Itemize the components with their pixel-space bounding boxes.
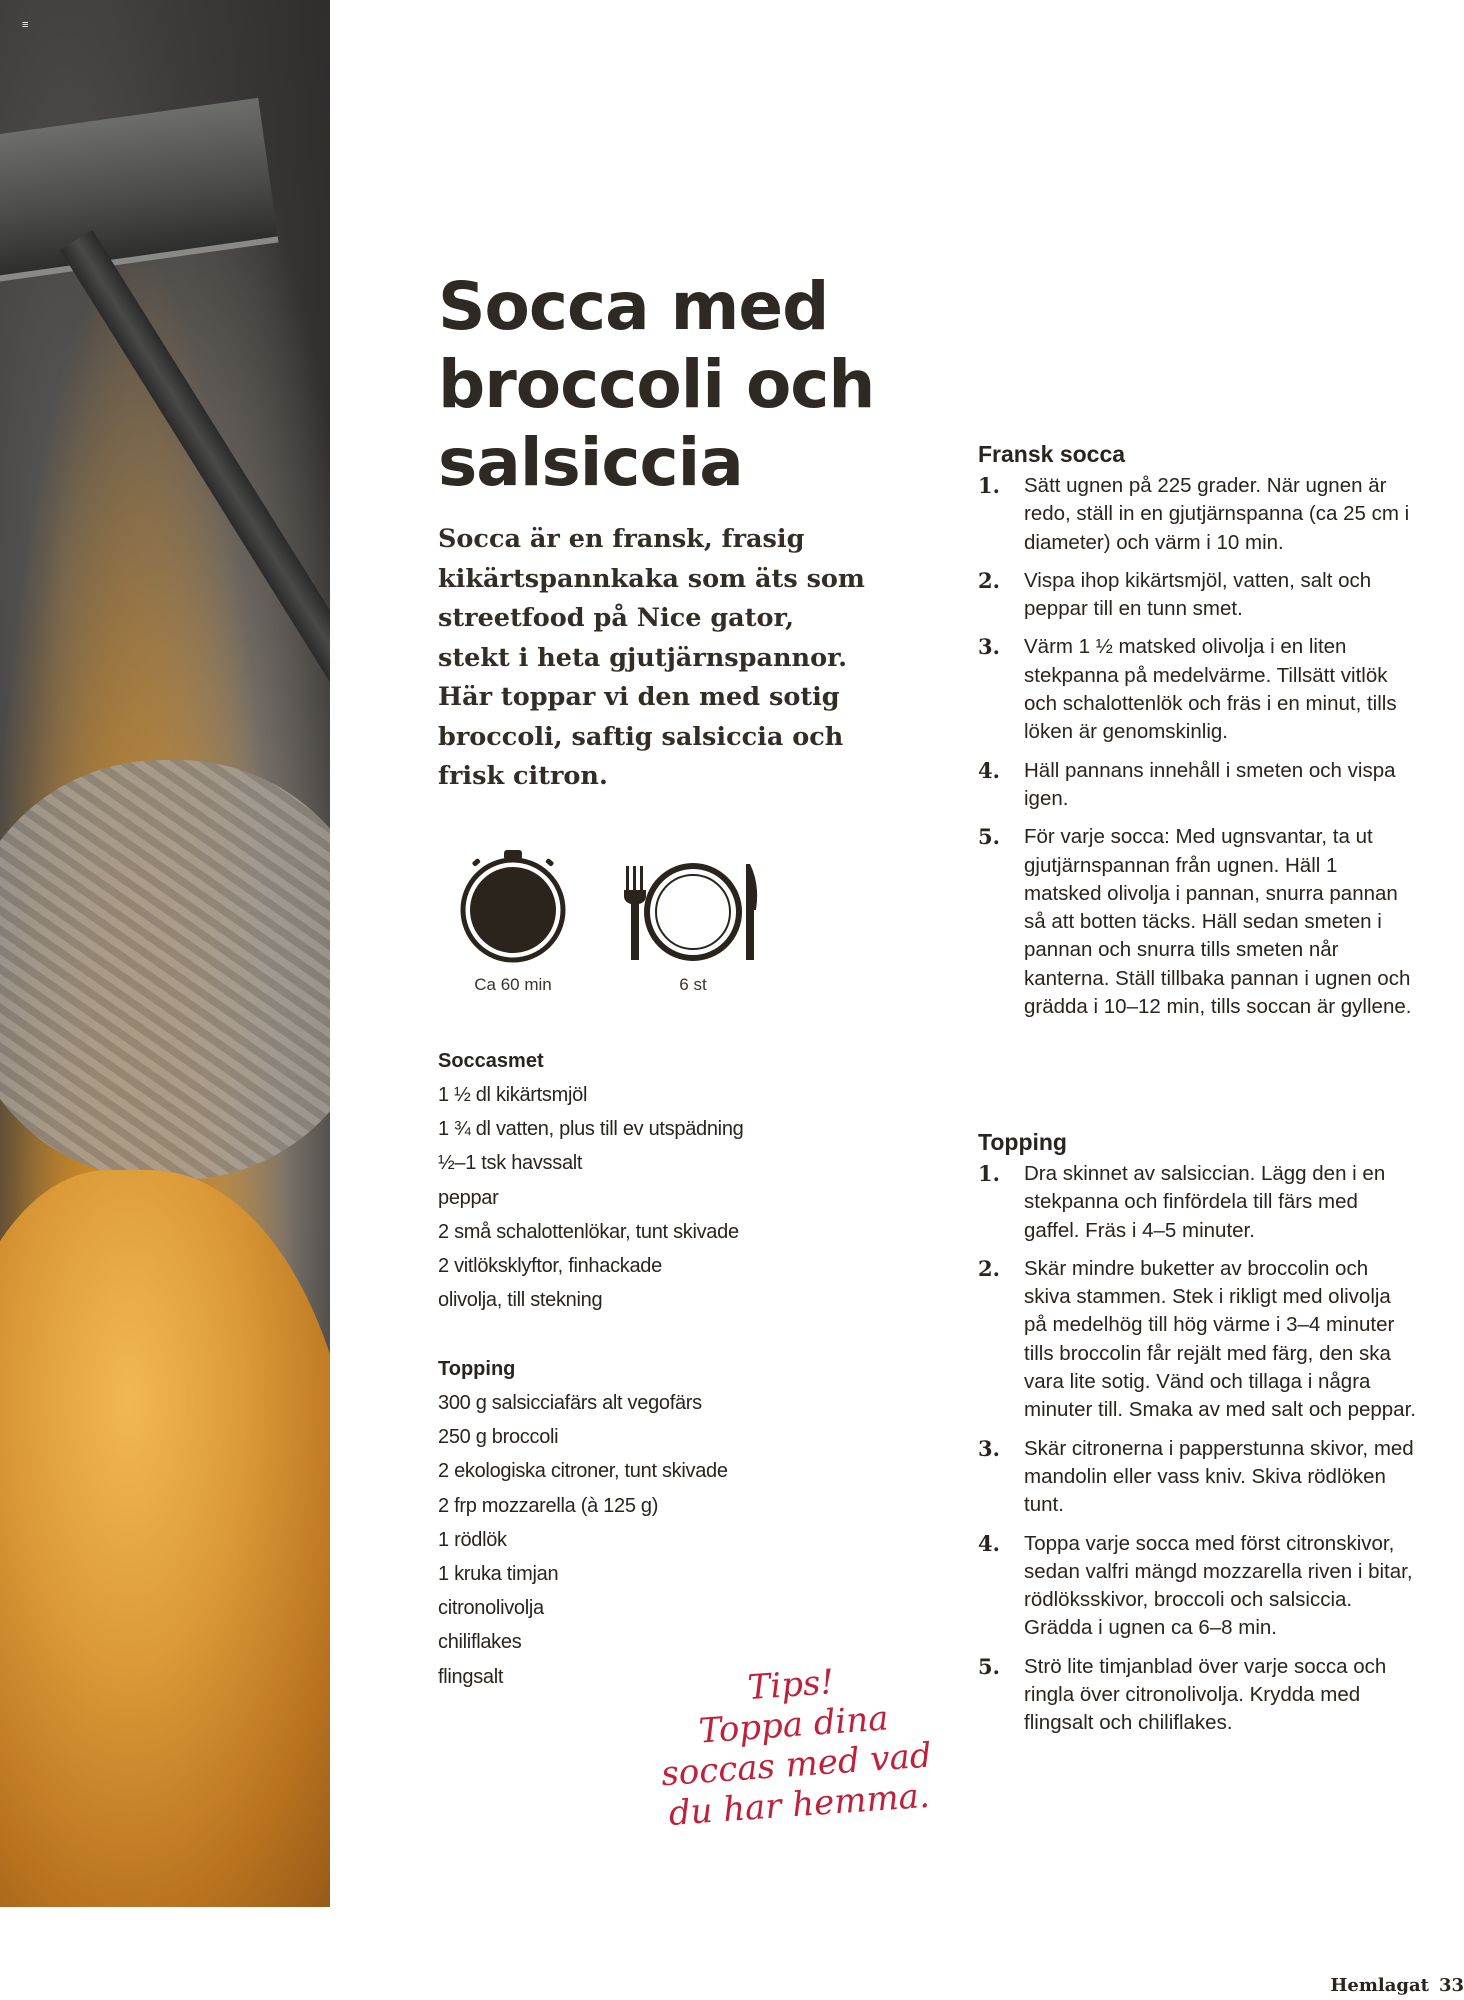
step-number: 2. <box>978 567 1000 593</box>
ingredient-item: 250 g broccoli <box>438 1426 559 1449</box>
step-number: 2. <box>978 1255 1000 1281</box>
step-text: Vispa ihop kikärtsmjöl, vatten, salt och peppar till en tunn smet. <box>1024 568 1372 621</box>
ingredient-item: ½–1 tsk havssalt <box>438 1152 583 1175</box>
recipe-intro: Socca är en fransk, frasig kikärtspannkaka som äts som streetfood på Nice gator, stekt i heta gjutjärnspannor. Här toppar vi den med sotig broccoli, saftig salsiccia och frisk citron. <box>438 524 865 791</box>
ingredient-item: peppar <box>438 1186 499 1209</box>
ingredient-item: 1 ¾ dl vatten, plus till ev utspädning <box>438 1118 744 1141</box>
step-number: 1. <box>978 1161 1000 1186</box>
step-text: För varje socca: Med ugnsvantar, ta ut gjutjärnspannan från ugnen. Häll 1 matsked olivolja i pannan, snurra pannan så att botten täcks. Häll sedan smeten i pannan och snurra tills smeten når kanterna. Ställ tillbaka pannan i ugnen och grädda i 10–12 min, tills soccan är gyllene. <box>1024 825 1412 1019</box>
ingredient-item: olivolja, till stekning <box>438 1289 603 1312</box>
tips-callout <box>635 1654 955 1835</box>
ingredients-heading: Soccasmet <box>438 1050 544 1072</box>
ingredient-item: 1 rödlök <box>438 1528 507 1551</box>
step-item <box>978 1530 1418 1643</box>
ingredient-list <box>438 1386 818 1694</box>
ingredient-item: chiliflakes <box>438 1631 522 1654</box>
step-number: 4. <box>978 757 1000 783</box>
recipe-title: Socca med broccoli och salsiccia <box>438 268 875 501</box>
ingredient-list <box>438 1078 818 1317</box>
step-text: Skär mindre buketter av broccolin och skiva stammen. Stek i rikligt med olivolja på medelhög till hög värme i 3–4 minuter tills broccolin får rejält med färg, den ska vara lite sotig. Vänd och tillaga i några minuter till. Smaka av med salt och peppar. <box>1024 1256 1416 1422</box>
meta-servings <box>618 860 768 995</box>
meta-servings-label: 6 st <box>679 975 707 994</box>
step-item <box>978 472 1418 557</box>
step-item <box>978 757 1418 814</box>
ingredient-item: flingsalt <box>438 1665 504 1688</box>
step-number: 3. <box>978 634 1000 660</box>
page-footer <box>1330 1975 1464 1999</box>
step-item <box>978 1435 1418 1520</box>
step-text: Dra skinnet av salsiccian. Lägg den i en stekpanna och finfördela till färs med gaffel. Fräs i 4–5 minuter. <box>1024 1162 1386 1242</box>
ingredients-soccasmet <box>438 1044 818 1317</box>
step-item <box>978 567 1418 624</box>
ingredient-item: 300 g salsicciafärs alt vegofärs <box>438 1392 702 1414</box>
step-number: 5. <box>978 824 1000 850</box>
menu-icon[interactable]: ≡ <box>22 19 29 31</box>
page-number: 33 <box>1438 1975 1464 1996</box>
ingredient-item: 2 frp mozzarella (à 125 g) <box>438 1494 659 1517</box>
step-number: 1. <box>978 473 1000 498</box>
instructions-heading: Topping <box>978 1129 1067 1155</box>
meta-time <box>448 848 578 995</box>
ingredient-item: 1 ½ dl kikärtsmjöl <box>438 1084 588 1106</box>
step-text: Häll pannans innehåll i smeten och vispa igen. <box>1024 758 1396 810</box>
ingredient-item: 2 ekologiska citroner, tunt skivade <box>438 1460 728 1483</box>
photo-kitchen-towel <box>0 760 330 1180</box>
magazine-name: Hemlagat <box>1330 1975 1429 1996</box>
step-text: Sätt ugnen på 225 grader. När ugnen är redo, ställ in en gjutjärnspanna (ca 25 cm i diameter) och värm i 10 min. <box>1024 474 1410 554</box>
instructions-topping <box>978 1126 1418 1748</box>
ingredient-item: citronolivolja <box>438 1597 544 1620</box>
meta-time-label: Ca 60 min <box>474 975 552 994</box>
instructions-fransk-socca <box>978 438 1418 1031</box>
step-number: 5. <box>978 1653 1000 1679</box>
tips-title: Tips! <box>746 1662 836 1709</box>
food-photo <box>0 0 330 1907</box>
step-item <box>978 823 1418 1021</box>
ingredients-topping <box>438 1352 818 1694</box>
ingredient-item: 2 vitlöksklyftor, finhackade <box>438 1255 662 1278</box>
plate-cutlery-icon <box>618 860 768 964</box>
step-number: 3. <box>978 1435 1000 1461</box>
step-text: Skär citronerna i papperstunna skivor, med mandolin eller vass kniv. Skiva rödlöken tunt. <box>1024 1436 1414 1517</box>
step-text: Toppa varje socca med först citronskivor, sedan valfri mängd mozzarella riven i bitar, rödlöksskivor, broccoli och salsiccia. Grädda i ugnen ca 6–8 min. <box>1024 1531 1413 1640</box>
step-item <box>978 633 1418 746</box>
instructions-heading: Fransk socca <box>978 441 1126 467</box>
step-item <box>978 1255 1418 1425</box>
photo-socca <box>0 1170 330 1907</box>
step-number: 4. <box>978 1530 1000 1556</box>
step-text: Värm 1 ½ matsked olivolja i en liten stekpanna på medelvärme. Tillsätt vitlök och schalottenlök och fräs i en minut, tills löken är genomskinlig. <box>1024 635 1397 744</box>
step-list <box>978 1160 1418 1738</box>
stopwatch-icon <box>458 848 568 964</box>
photo-spatula-handle <box>60 230 330 725</box>
step-list <box>978 472 1418 1021</box>
step-text: Strö lite timjanblad över varje socca och ringla över citronolivolja. Krydda med flingsalt och chiliflakes. <box>1024 1654 1387 1735</box>
photo-spatula-blade <box>0 98 279 289</box>
tips-text: Toppa dina soccas med vad du har hemma. <box>659 1698 933 1834</box>
ingredient-item: 2 små schalottenlökar, tunt skivade <box>438 1220 739 1243</box>
ingredient-item: 1 kruka timjan <box>438 1563 559 1586</box>
step-item <box>978 1653 1418 1738</box>
step-item <box>978 1160 1418 1245</box>
ingredients-heading: Topping <box>438 1358 516 1380</box>
